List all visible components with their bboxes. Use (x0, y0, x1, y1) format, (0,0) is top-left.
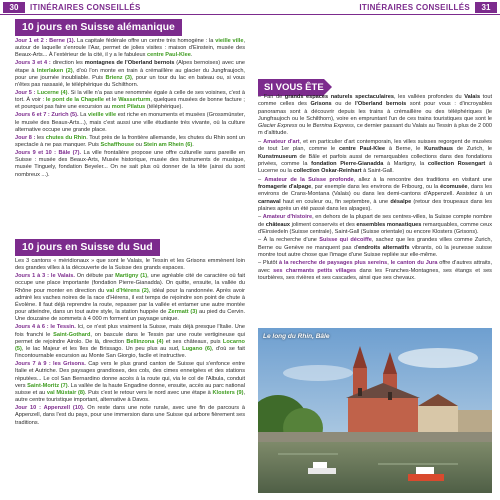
text-run: Jours 7 à 9 : les Grisons. (15, 361, 89, 368)
text-run: vieille ville (215, 38, 244, 44)
itinerary-paragraph (15, 135, 245, 149)
text-run: Valais (464, 94, 481, 100)
text-run: de Zurich, le (453, 146, 492, 153)
text-run: Kunsthaus (424, 146, 454, 153)
text-run: La capitale fédérale offre un centre très homogène : la (77, 38, 216, 44)
text-run: les (36, 134, 46, 141)
text-run: , ce dernier passant du Valais au Tessin à plus de 2 000 m d'altitude. (258, 123, 492, 137)
profile-item (258, 94, 492, 138)
text-run: haut en couleur ou, fin septembre, à une (280, 198, 391, 205)
text-run: Jours 9 et 10 : Bâle (7). (15, 150, 84, 157)
text-run: . (190, 52, 193, 59)
text-run: – (258, 214, 263, 221)
text-run: . (192, 142, 194, 149)
itinerary-paragraph (15, 324, 245, 360)
text-run: , d'où se fait l'incontournable excursion au Monte San Giorgio, facile et instructive. (15, 346, 245, 360)
text-run: – À la recherche d'une (258, 237, 320, 244)
itinerary-paragraph (15, 90, 245, 112)
text-run: , quelques musées de bonne facture ; et pourquoi pas faire une excursion au (15, 97, 245, 111)
text-run: Wasserturm (118, 97, 151, 104)
text-run: val Müstair (8) (46, 390, 85, 397)
text-run: , sachez que les grandes villes comme Zurich, Berne ou Genève ne manquent pas d' (258, 237, 492, 251)
text-run: , le lac Majeur et les îles de Brissago. Un peu plus au sud, (21, 346, 183, 353)
text-run: joliment conservés et des (290, 221, 357, 228)
profile-item (258, 214, 492, 236)
text-run: Amateur d'art (263, 138, 300, 145)
right-page (250, 0, 500, 500)
text-run: (téléphérique). (145, 104, 183, 111)
text-run: Schaffhouse (100, 142, 135, 149)
text-run: fondation Pierre-Gianadda (311, 160, 384, 167)
text-run: , pour un tour du lac en bateau ou, si vous n'êtes pas rassasié, le téléphérique du Schilthorn. (15, 74, 245, 89)
text-run: direction les (52, 60, 85, 67)
text-run: , allez à la rencontre des traditions en visitant une (353, 176, 492, 183)
text-run: vibrants, où la jeunesse suisse montre tout autre chose que l'image d'une Suisse repliée sur elle-même. (258, 244, 493, 258)
itinerary-paragraph (15, 112, 245, 134)
text-run: châteaux (265, 221, 291, 228)
text-run: à Saint-Gall. (361, 168, 394, 175)
text-run: grands espaces naturels spectaculaires (284, 94, 394, 100)
text-run: centre Paul-Klee (146, 52, 191, 59)
text-run: . Tout près de la frontière allemande, les chutes du Rhin sont un spectacle à ne pas manquer. Puis (15, 134, 245, 149)
itinerary-paragraph (15, 405, 245, 427)
text-run: – Plutôt (258, 260, 279, 267)
itinerary-text-sud (15, 258, 245, 428)
text-run: Brienz (3) (105, 74, 132, 81)
text-run: (Alpes bernoises) avec une étape à (15, 60, 246, 74)
text-run: – Fan de (258, 94, 285, 100)
text-run: tout comme celles des (258, 94, 492, 108)
text-run: Jour 8 : (15, 134, 37, 141)
text-run: On reste dans une note rurale, avec une fin de parcours à Appenzell, dans l'est du pays, pour une immersion dans une Suisse qui arbore fièrement ses traditions. (15, 405, 245, 426)
text-run: Les 3 cantons « méridionaux » que sont le Valais, le Tessin et les Grisons emmènent loin des grandes villes à la découverte de la Suisse des grands espaces. (15, 258, 245, 272)
itinerary-paragraph (15, 150, 245, 179)
ribbon-label: SI VOUS ÊTES... (258, 79, 324, 96)
text-run: offre d'autres attraits, avec (258, 260, 493, 274)
text-run: Jours 3 et 4 : (15, 60, 53, 67)
text-run: , d'où l'on monte en train à crémaillère au glacier du Jungfraujoch, pour une journée inoubliable. Puis (15, 67, 245, 81)
ribbon-arrow (324, 79, 332, 95)
text-run: Jour 1 et 2 : Berne (1). (15, 38, 77, 44)
text-run: (retour des troupeaux dans les plaines après un été passé dans les alpages). (258, 198, 492, 212)
text-run: carnaval (258, 198, 281, 205)
text-run: , dans les environs de Crans-Montana (Valais) ou dans les demi-cantons d'Appenzell. Assistez à un (258, 183, 492, 198)
text-run: Bernina Express (312, 123, 354, 130)
page-number: 31 (475, 2, 497, 13)
text-run: désalpe (390, 198, 412, 205)
text-run: à la recherche de paysages plus sereins (278, 260, 388, 267)
text-run: , (387, 260, 391, 267)
text-run: Kunstmuseum (258, 153, 297, 160)
itinerary-paragraph (15, 60, 245, 89)
text-run: Stein am Rhein (6) (143, 142, 193, 149)
running-head: ITINÉRAIRES CONSEILLÉS (30, 3, 141, 12)
text-run: , autour de laquelle s'enroule l'Aar, permet de jolies visites : maison d'Einstein, musée des Beaux-Arts... À l'extérieur de la cité, il y a le fabuleux (15, 38, 245, 59)
text-run: à Martigny, la (383, 160, 428, 167)
text-run: vieille ville (88, 112, 117, 119)
text-run: Jours 1 à 3 : le Valais. (15, 273, 77, 280)
text-run: et ses châteaux, puis (163, 338, 223, 345)
text-run: ensembles monastiques (356, 221, 422, 228)
text-run: au pied du Cervin. Une douzaine de sommets à 4 000 m forment un paysage unique. (15, 309, 245, 323)
text-run: sont pour vous : d'incroyables panoramas sont à découvrir depuis les trains à crémaillère ou des téléphériques (le Jungfraujoch ou le Schilthorn), voire en empruntant l'un de ces trains touristiques que sont le (258, 101, 492, 122)
text-run: – (258, 138, 264, 145)
text-run: à Lucerne ou la (258, 160, 492, 175)
profile-list (258, 94, 492, 284)
text-run: On débute par (76, 273, 116, 280)
text-run: Martigny (1) (115, 273, 148, 280)
text-run: Amateur de la Suisse profonde (264, 176, 354, 183)
itinerary-text-alemanique (15, 38, 245, 180)
running-head: ITINÉRAIRES CONSEILLÉS (359, 3, 470, 12)
text-run: centre Paul-Klee (339, 146, 386, 153)
text-run: Amateur d'histoire (262, 214, 313, 221)
text-run: écomusée (440, 183, 468, 190)
text-run: le pont de la Chapelle (45, 97, 105, 104)
text-run: Cap vers le plus grand canton de Suisse qui s'enfonce entre Italie et Autriche. Des paysages grandioses, des cols, des cimes enneigées et des stations réputées... Le col San Bernardino donne accès à la route qui, via le col de l'Albula, conduit vers (15, 361, 245, 389)
text-run: collection Oskar-Reinhart (293, 168, 362, 175)
text-run: Saint-Gothard (53, 331, 91, 338)
itinerary-paragraph (15, 273, 245, 323)
text-run: , et en particulier d'art contemporain, les villes suisses regorgent de musées de tout 1er plan, comme le (258, 138, 492, 153)
text-run: . Puis c'est le retour vers le nord avec une étape à (84, 390, 213, 397)
photo-illustration (258, 328, 492, 493)
itinerary-paragraph (15, 361, 245, 404)
text-run: – (258, 176, 265, 183)
text-run: endroits alternatifs (358, 244, 410, 251)
text-run: , les vallées profondes du (393, 94, 465, 100)
text-run: Suisse qui décoiffe (319, 237, 372, 244)
right-page-header (250, 0, 500, 15)
text-run: . Si la ville n'a pas une renommée égale à celle de ses voisines, c'est à tort. À voir : (15, 90, 245, 104)
itinerary-title-sud: 10 jours en Suisse du Sud (15, 239, 160, 256)
text-run: Jour 10 : Appenzell (10). (15, 405, 88, 412)
text-run: Interlaken (2) (36, 67, 73, 74)
profile-item (258, 177, 492, 213)
text-run: , en dehors de la plupart de ses centres-villes, la Suisse compte nombre de (258, 214, 492, 228)
text-run: est riche en monuments et musées (Grossmünster, le musée des Beaux-Arts...), mais c'est aussi une ville étudiante très vivante, où la culture alternative occupe une grande place. (15, 112, 245, 133)
text-run: Zermatt (3) (168, 309, 198, 316)
text-run: . La vallée de la haute Engadine donne, ensuite, accès au parc national suisse et au (15, 382, 246, 397)
text-run: ou de (331, 101, 355, 108)
rhine-basel-photo (258, 328, 492, 493)
text-run: collection Rosengart (427, 160, 486, 167)
text-run: ou (134, 142, 144, 149)
profile-item (258, 260, 492, 282)
text-run: Ici, ce n'est plus vraiment la Suisse, mais déjà presque l'Italie. Une fois franchi le (15, 324, 245, 338)
text-run: val d'Hérens (2) (106, 287, 149, 294)
text-run: de Bâle et parfois aussi de remarquables collections dans des fondations privées, comme la (258, 153, 492, 167)
text-run: fromagerie d'alpage (258, 183, 312, 190)
text-run: montagnes de l'Oberland bernois (84, 60, 175, 67)
text-run: Lucerne (4) (37, 90, 68, 97)
profile-item (258, 237, 492, 259)
page-number: 30 (3, 2, 25, 13)
text-run: , une agréable cité de caractère où fait occupe une place importante (fondation Pierre-Gianadda). On quitte, ensuite, la vallée du Rhône pour monter en direction du (15, 273, 245, 294)
itinerary-title-alemanique: 10 jours en Suisse alémanique (15, 19, 182, 36)
text-run: le canton du Jura (390, 260, 438, 267)
text-run: mont Pilatus (111, 104, 146, 111)
text-run: l'Oberland bernois (355, 101, 407, 108)
text-run: Glacier Express (258, 123, 298, 130)
itinerary-paragraph (15, 258, 245, 272)
text-run: Klosters (9) (212, 390, 244, 397)
text-run: chutes du Rhin (45, 134, 87, 141)
text-run: , par exemple dans les environs de Fribourg, ou la (311, 183, 441, 190)
text-run: Jour 5 : (15, 90, 38, 97)
text-run: , idéal pour la randonnée. Après avoir admiré les vaches noires de la race d'Hérens, il est temps de rejoindre son point de chute à Évolène. Il faut déjà reprendre la route, repasser par la vallée et entamer une autre montée pour atteindre, dans un tout autre style, la station huppée de (15, 287, 245, 316)
text-run: et le (104, 97, 119, 104)
text-run: Locarno (5) (15, 338, 245, 353)
text-run: dans les Franches-Montagnes, ses étangs et ses tourbières, ses rivières et ses cascades, ainsi que ses chevaux. (258, 267, 492, 282)
photo-caption: Le long du Rhin, Bâle (263, 333, 330, 340)
text-run: à Berne, le (385, 146, 425, 153)
text-run: Jours 6 et 7 : Zurich (5). (15, 112, 81, 119)
text-run: remarquables, comme ceux d'Einsiedeln (Suisse centrale), Saint-Gall (Suisse orientale) ou encore Klosters (Grisons). (258, 221, 492, 235)
text-run: , on bascule dans le Tessin par une route vertigineuse qui permet de rejoindre Airolo. De là, direction (15, 331, 245, 345)
text-run: Jours 4 à 6 : le Tessin. (15, 324, 78, 331)
text-run: ou le (297, 123, 313, 130)
profile-item (258, 139, 492, 175)
text-run: Lugano (6) (182, 346, 212, 353)
left-page-header (0, 0, 250, 15)
text-run: La (80, 112, 89, 119)
text-run: Bellinzona (4) (126, 338, 164, 345)
text-run: Grisons (310, 101, 332, 108)
text-run: Saint-Moritz (7) (27, 382, 68, 389)
text-run: La ville frontalière propose une offre culturelle sans pareille en Suisse : musée des Beaux-Arts, Musée historique, musée des Instruments de musique, musée Tinguely, fondation Beyeler... On ne sait plus où donner de la tête (ainsi du sont nombreux ...). (15, 150, 245, 178)
text-run: , autre centre touristique important, alternative à Davos. (15, 390, 245, 404)
text-run: ses charmants petits villages (273, 267, 357, 274)
itinerary-paragraph (15, 38, 245, 60)
